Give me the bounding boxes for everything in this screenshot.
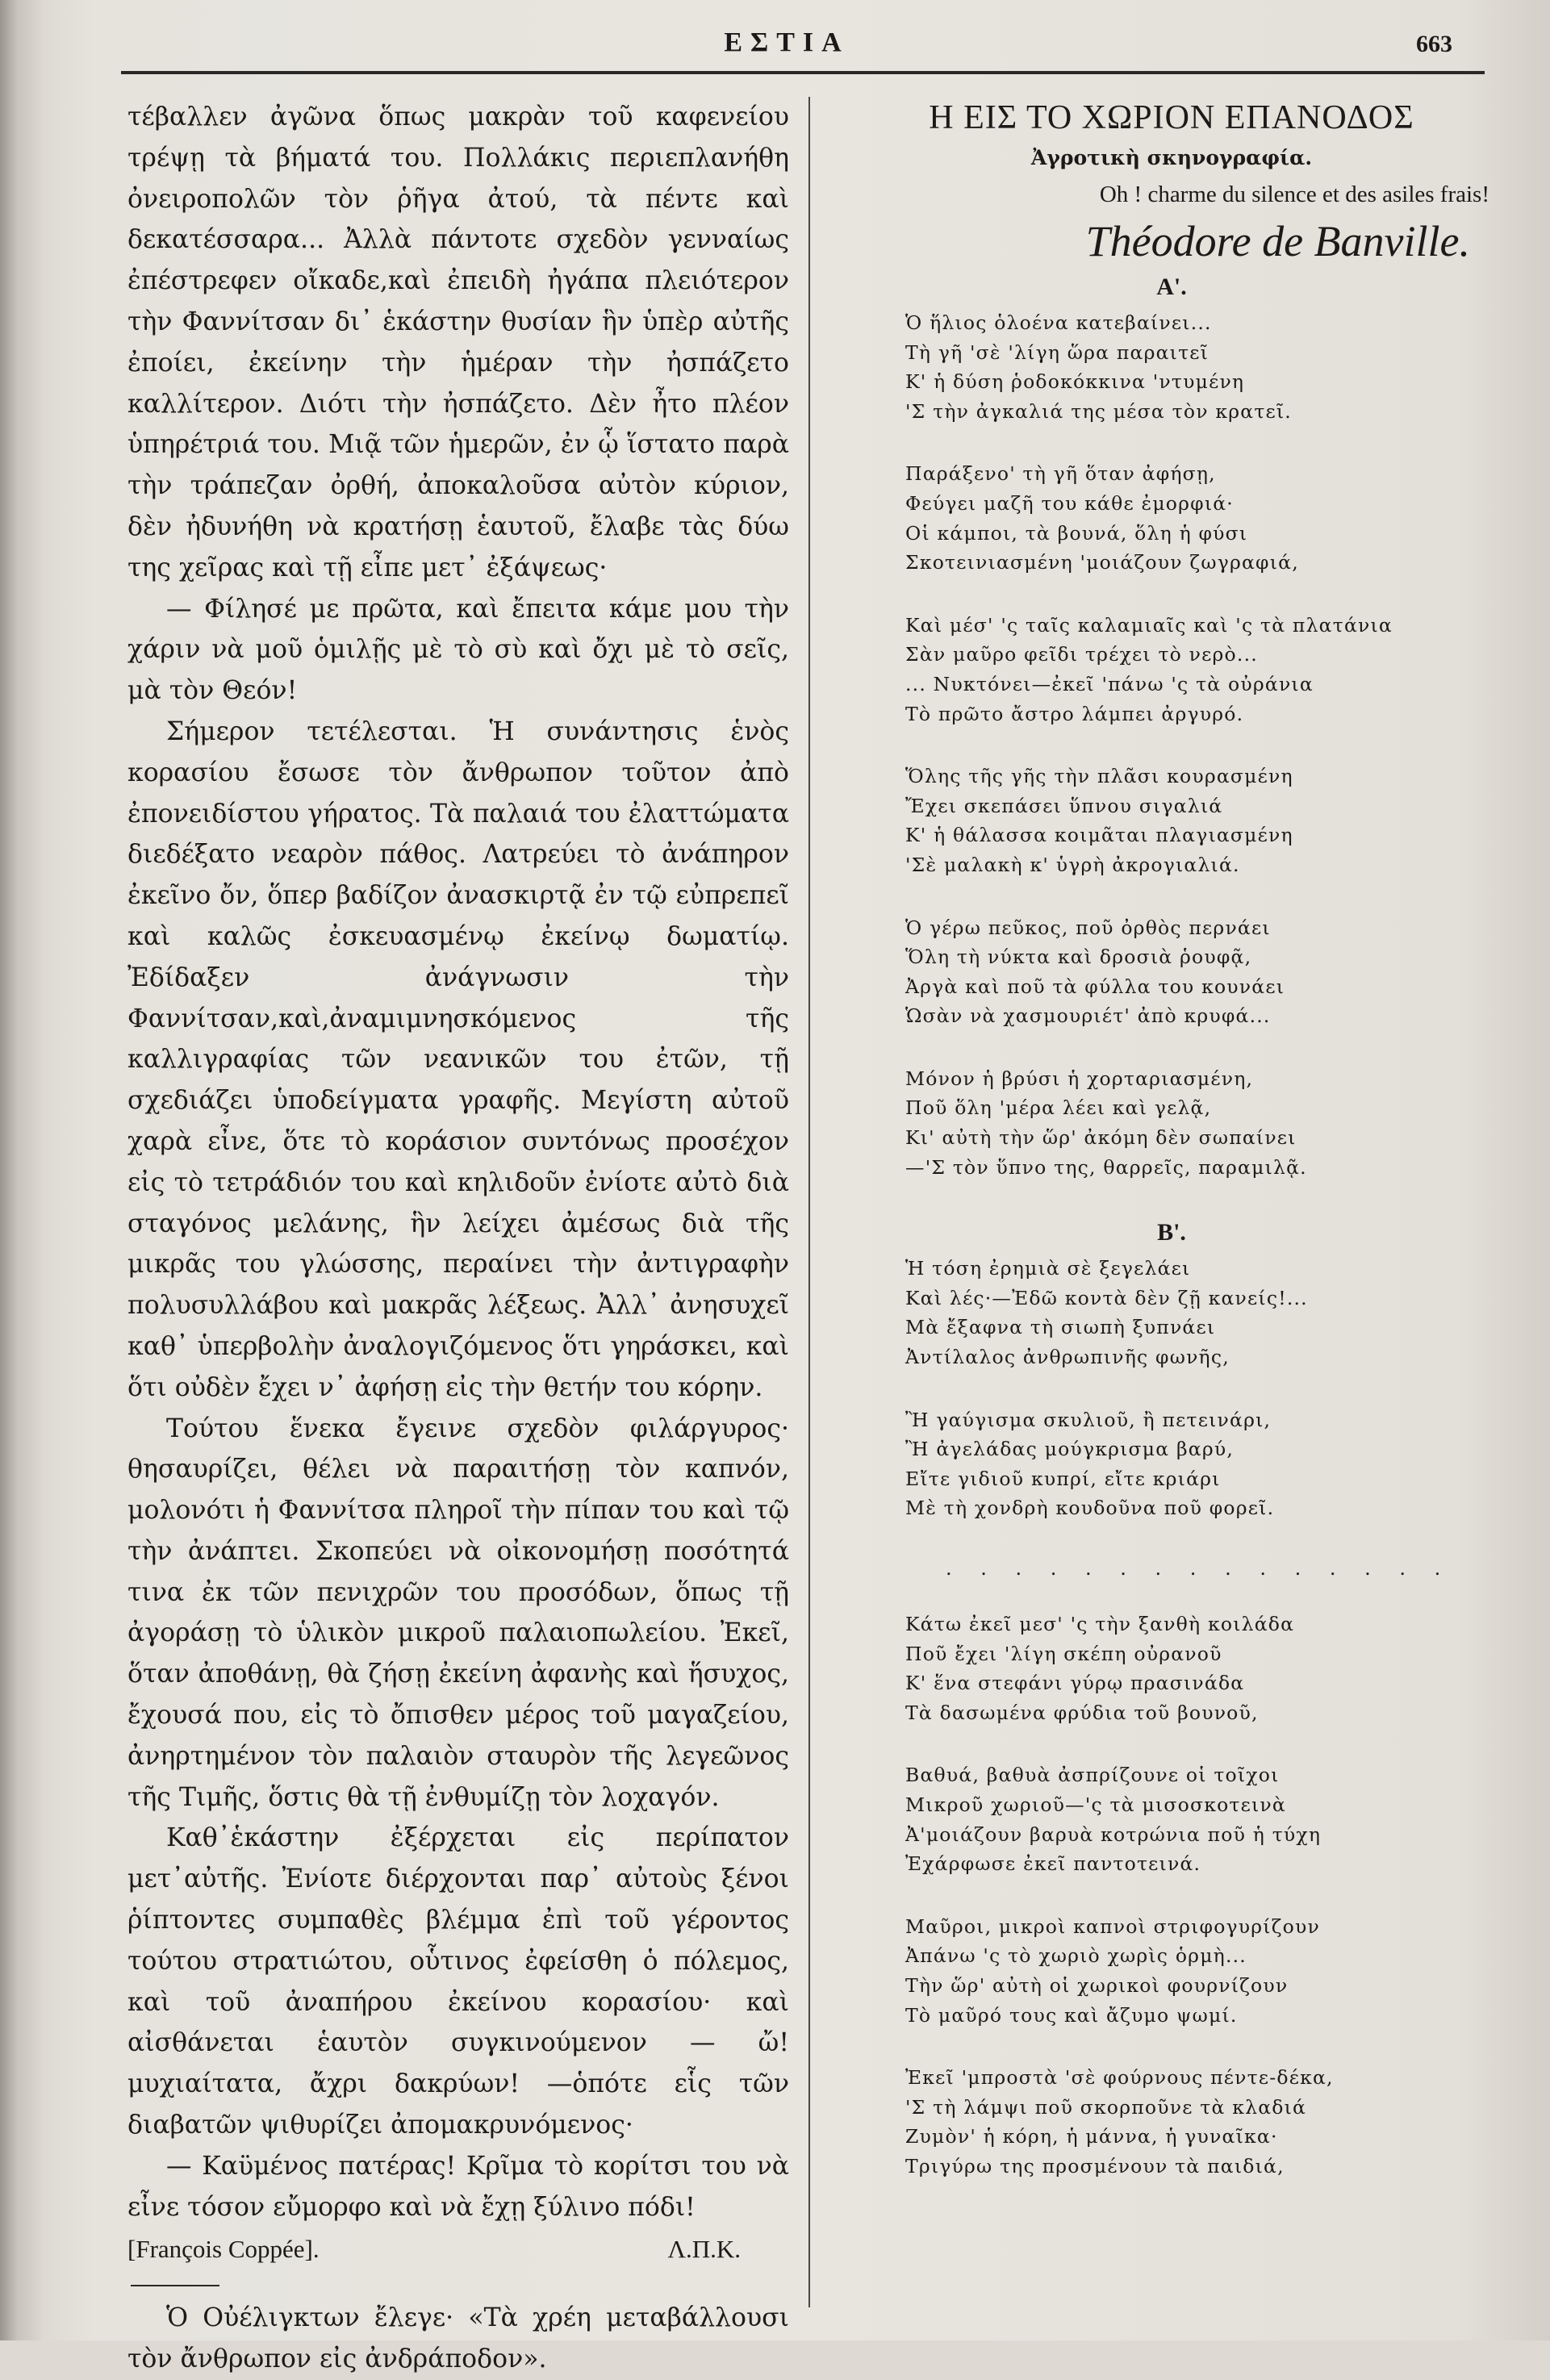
verse-line: Κ' ἡ δύση ῥοδοκόκκινα 'ντυμένη: [905, 370, 1245, 394]
signature-initials: Λ.Π.Κ.: [667, 2235, 741, 2264]
verse-line: Ποῦ ὅλη 'μέρα λέει καὶ γελᾷ,: [905, 1096, 1212, 1120]
verse-line: Μαῦροι, μικροὶ καπνοὶ στριφογυρίζουν: [905, 1914, 1320, 1938]
stanza: [905, 1610, 1494, 1727]
stanza: [905, 913, 1494, 1031]
paragraph-2: — Φίλησέ με πρῶτα, καὶ ἔπειτα κάμε μου τὴν χάριν νὰ μοῦ ὁμιλῇς μὲ τὸ σὺ καὶ ὄχι μὲ τὸ σεῖς, μὰ τὸν Θεόν!: [127, 594, 789, 706]
verse-line: Ὅλης τῆς γῆς τὴν πλᾶσι κουρασμένη: [905, 765, 1293, 788]
verse-line: Ὡσὰν νὰ χασμουριέτ' ἀπὸ κρυφά...: [905, 1004, 1271, 1028]
stanza: [905, 762, 1494, 879]
verse-line: Ὁ ἥλιος ὁλοένα κατεβαίνει...: [905, 311, 1212, 334]
verse-line: 'Σὲ μαλακὴ κ' ὑγρὴ ἀκρογιαλιά.: [905, 853, 1240, 876]
verse-line: Μικροῦ χωριοῦ—'ς τὰ μισοσκοτεινὰ: [905, 1793, 1286, 1816]
verse-line: 'Σ τὴ λάμψι ποῦ σκορποῦνε τὰ κλαδιά: [905, 2095, 1307, 2119]
verse-line: Ἀργὰ καὶ ποῦ τὰ φύλλα του κουνάει: [905, 975, 1285, 998]
stanza: [905, 1064, 1494, 1182]
stanza: [905, 1405, 1494, 1523]
verse-line: 'Σ τὴν ἀγκαλιά της μέσα τὸν κρατεῖ.: [905, 399, 1292, 423]
part-number-a: Α'.: [1156, 273, 1187, 300]
quote-paragraph: Ὁ Οὐέλιγκτων ἔλεγε· «Τὰ χρέη μεταβάλλουσι τὸν ἄνθρωπον εἰς ἀνδράποδον».: [127, 2303, 789, 2374]
paragraph-3: Σήμερον τετέλεσται. Ἡ συνάντησις ἑνὸς κορασίου ἔσωσε τὸν ἄνθρωπον τοῦτον ἀπὸ ἐπονειδίστου γήρατος. Τὰ παλαιά του ἐλαττώματα διεδέξατο νεαρὸν πάθος. Λατρεύει τὸ ἀνάπηρον ἐκεῖνο ὄν, ὅπερ βαδίζον ἀνασκιρτᾷ ἐν τῷ εὐπρεπεῖ καὶ καλῶς ἐσκευασμένῳ ἐκείνῳ δωματίῳ. Ἐδίδαξεν ἀνάγνωσιν τὴν Φαννίτσαν,καὶ,ἀναμιμνησκόμενος τῆς καλλιγραφίας τῶν νεανικῶν του ἐτῶν, τῇ σχεδιάζει ὑποδείγματα γραφῆς. Μεγίστη αὐτοῦ χαρὰ εἶνε, ὅτε τὸ κοράσιον συντόνως προσέχον εἰς τὸ τετράδιόν του καὶ κηλιδοῦν ἐνίοτε αὐτὸ διὰ σταγόνος μελάνης, ἣν λείχει ἀμέσως διὰ τῆς μικρᾶς του γλώσσης, περαίνει τὴν ἀντιγραφὴν πολυσυλλάβου καὶ μακρᾶς λέξεως. Ἀλλ᾽ ἀνησυχεῖ καθ᾽ ὑπερβολὴν ἀναλογιζόμενος ὅτι γηράσκει, καὶ ὅτι οὐδὲν ἔχει ν᾽ ἀφήσῃ εἰς τὴν θετήν του κόρην.: [127, 716, 789, 1402]
verse-line: Ἐχάρφωσε ἐκεῖ παντοτεινά.: [905, 1852, 1201, 1876]
verse-line: Τὴ γῆ 'σὲ 'λίγη ὥρα παραιτεῖ: [905, 340, 1210, 364]
stanza-group-b1: [897, 1254, 1494, 1523]
verse-line: Φεύγει μαζῆ του κάθε ἐμορφιά·: [905, 491, 1234, 515]
paragraph-6: — Καϋμένος πατέρας! Κρῖμα τὸ κορίτσι του νὰ εἶνε τόσον εὔμορφο καὶ νὰ ἔχῃ ξύλινο πόδι!: [127, 2151, 789, 2222]
stanza: [905, 1254, 1494, 1372]
verse-line: Ὁ γέρω πεῦκος, ποῦ ὀρθὸς περνάει: [905, 916, 1271, 939]
header-rule: [121, 71, 1485, 74]
poem-title: Η ΕΙΣ ΤΟ ΧΩΡΙΟΝ ΕΠΑΝΟΔΟΣ: [929, 99, 1414, 136]
verse-line: Ἀντίλαλος ἀνθρωπινῆς φωνῆς,: [905, 1346, 1230, 1369]
verse-line: Τὴν ὥρ' αὐτὴ οἱ χωρικοὶ φουρνίζουν: [905, 1973, 1289, 1997]
verse-line: Κάτω ἐκεῖ μεσ' 'ς τὴν ξανθὴ κοιλάδα: [905, 1613, 1295, 1635]
verse-line: Μὲ τὴ χονδρὴ κουδοῦνα ποῦ φορεῖ.: [905, 1497, 1275, 1520]
verse-line: Τὸ πρῶτο ἄστρο λάμπει ἀργυρό.: [905, 702, 1244, 725]
epigraph: Oh ! charme du silence et des asiles frais!: [1099, 182, 1489, 207]
verse-line: Οἱ κάμποι, τὰ βουνά, ὅλη ἡ φύσι: [905, 521, 1248, 545]
verse-line: Ἀ'μοιάζουν βαρυὰ κοτρώνια ποῦ ἡ τύχη: [905, 1823, 1322, 1846]
epigraph-author: Théodore de Banville.: [1085, 217, 1470, 265]
ellipsis-dots: . . . . . . . . . . . . . . .: [946, 1557, 1452, 1580]
verse-line: Σκοτεινιασμένη 'μοιάζουν ζωγραφιά,: [905, 551, 1299, 574]
running-head: ΕΣΤΙΑ: [724, 27, 850, 57]
page-number: 663: [1416, 31, 1452, 57]
verse-line: Παράξενο' τὴ γῆ ὅταν ἀφήσῃ,: [905, 462, 1216, 486]
verse-line: Βαθυά, βαθυὰ ἀσπρίζουνε οἱ τοῖχοι: [905, 1764, 1280, 1787]
section-rule: [131, 2285, 219, 2286]
poem-subtitle: Ἀγροτικὴ σκηνογραφία.: [1030, 146, 1313, 169]
verse-line: Ἀπάνω 'ς τὸ χωριὸ χωρὶς ὁρμὴ...: [905, 1944, 1247, 1968]
verse-line: Τὸ μαῦρό τους καὶ ἄζυμο ψωμί.: [905, 2003, 1238, 2027]
verse-line: Κ' ἕνα στεφάνι γύρῳ πρασινάδα: [905, 1672, 1245, 1695]
signature-source: [François Coppée].: [127, 2235, 320, 2264]
binding-shadow: [0, 0, 44, 2340]
verse-line: Τριγύρω της προσμένουν τὰ παιδιά,: [905, 2154, 1285, 2177]
verse-line: Μὰ ἔξαφνα τὴ σιωπὴ ξυπνάει: [905, 1316, 1216, 1339]
stanza: [905, 308, 1494, 426]
verse-line: Ἢ γαύγισμα σκυλιοῦ, ἢ πετεινάρι,: [905, 1408, 1272, 1431]
paragraph-1: τέβαλλεν ἀγῶνα ὅπως μακρὰν τοῦ καφενείου τρέψῃ τὰ βήματά του. Πολλάκις περιεπλανήθη ὀνειροπολῶν τὸν ῥῆγα ἀτού, τὰ πέντε καὶ δεκατέσσαρα... Ἀλλὰ πάντοτε σχεδὸν γενναίως ἐπέστρεφεν οἴκαδε,καὶ ἐπειδὴ ἠγάπα πλειότερον τὴν Φαννίτσαν δι᾽ ἑκάστην θυσίαν ἣν ὑπὲρ αὐτῆς ἐποίει, ἐκείνην τὴν ἡμέραν τὴν ἠσπάζετο καλλίτερον. Διότι τὴν ἠσπάζετο. Δὲν ἦτο πλέον ὑπηρέτριά του. Μιᾷ τῶν ἡμερῶν, ἐν ᾧ ἵστατο παρὰ τὴν τράπεζαν ὀρθή, ἀποκαλοῦσα αὐτὸν κύριον, δὲν ἠδυνήθη νὰ κρατήσῃ ἑαυτοῦ, ἔλαβε τὰς δύω της χεῖρας καὶ τῇ εἶπε μετ᾽ ἐξάψεως·: [127, 102, 789, 582]
stanza: [905, 611, 1494, 729]
left-column: [127, 97, 789, 2380]
verse-line: Ποῦ ἔχει 'λίγη σκέπη οὐρανοῦ: [905, 1642, 1222, 1665]
column-divider: [808, 97, 810, 2307]
verse-line: Κι' αὐτὴ τὴν ὥρ' ἀκόμη δὲν σωπαίνει: [905, 1126, 1297, 1150]
stanza: [905, 459, 1494, 577]
signature-line: [127, 2229, 789, 2270]
verse-line: Καὶ λές·—Ἐδῶ κοντὰ δὲν ζῇ κανείς!...: [905, 1286, 1308, 1309]
stanza-group-b2: [897, 1610, 1494, 2182]
stanza: [905, 1912, 1494, 2030]
stanza-group-a: [897, 308, 1494, 1182]
verse-line: Σὰν μαῦρο φεῖδι τρέχει τὸ νερὸ...: [905, 643, 1258, 666]
stanza: [905, 1760, 1494, 1878]
verse-line: Ἡ τόση ἐρημιὰ σὲ ξεγελάει: [905, 1257, 1191, 1280]
paragraph-4: Τούτου ἕνεκα ἔγεινε σχεδὸν φιλάργυρος· θησαυρίζει, θέλει νὰ παραιτήσῃ τὸν καπνόν, μολονότι ἡ Φαννίτσα πληροῖ τὴν πίπαν του καὶ τῷ τὴν ἀνάπτει. Σκοπεύει νὰ οἰκονομήσῃ ποσότητά τινα ἐκ τῶν πενιχρῶν του προσόδων, ὅπως τῇ ἀγοράσῃ τὸ ὑλικὸν μικροῦ παλαιοπωλείου. Ἐκεῖ, ὅταν ἀποθάνῃ, θὰ ζήσῃ ἐκείνη ἀφανὴς καὶ ἥσυχος, ἔχουσά που, εἰς τὸ ὄπισθεν μέρος τοῦ μαγαζείου, ἀνηρτημένον τὸν παλαιὸν σταυρὸν τῆς λεγεῶνος τῆς Τιμῆς, ὅστις θὰ τῇ ἐνθυμίζῃ τὸν λοχαγόν.: [127, 1413, 789, 1812]
part-number-b: Β'.: [1157, 1219, 1186, 1246]
verse-line: ... Νυκτόνει—ἐκεῖ 'πάνω 'ς τὰ οὐράνια: [905, 672, 1314, 695]
stanza: [905, 2063, 1494, 2181]
page-header: [121, 24, 1452, 73]
verse-line: Ἢ ἀγελάδας μούγκρισμα βαρύ,: [905, 1438, 1234, 1461]
verse-line: Ἔχει σκεπάσει ὕπνου σιγαλιά: [905, 794, 1223, 817]
verse-line: Κ' ἡ θάλασσα κοιμᾶται πλαγιασμένη: [905, 824, 1293, 847]
paragraph-5: Καθ᾽ἑκάστην ἐξέρχεται εἰς περίπατον μετ᾽αὐτῆς. Ἐνίοτε διέρχονται παρ᾽ αὐτοὺς ξένοι ῥίπτοντες συμπαθὲς βλέμμα ἐπὶ τοῦ γέροντος τούτου στρατιώτου, οὗτινος ἐφείσθη ὁ πόλεμος, καὶ τοῦ ἀναπήρου ἐκείνου κορασίου· καὶ αἰσθάνεται ἑαυτὸν συγκινούμενον — ὤ! μυχιαίτατα, ἄχρι δακρύων! —ὁπότε εἷς τῶν διαβατῶν ψιθυρίζει ἀπομακρυνόμενος·: [127, 1823, 789, 2140]
verse-line: —'Σ τὸν ὕπνο της, θαρρεῖς, παραμιλᾷ.: [905, 1155, 1307, 1179]
verse-line: Μόνον ἡ βρύσι ἡ χορταριασμένη,: [905, 1067, 1254, 1090]
verse-line: Τὰ δασωμένα φρύδια τοῦ βουνοῦ,: [905, 1701, 1259, 1724]
verse-line: Εἴτε γιδιοῦ κυπρί, εἴτε κριάρι: [905, 1467, 1221, 1490]
right-column: [897, 95, 1494, 2215]
verse-line: Ζυμὸν' ἡ κόρη, ἡ μάννα, ἡ γυναῖκα·: [905, 2125, 1278, 2148]
verse-line: Ὅλη τὴ νύκτα καὶ δροσιὰ ῥουφᾷ,: [905, 946, 1252, 969]
verse-line: Καὶ μέσ' 'ς ταῖς καλαμιαῖς καὶ 'ς τὰ πλατάνια: [905, 613, 1393, 637]
verse-line: Ἐκεῖ 'μπροστὰ 'σὲ φούρνους πέντε-δέκα,: [905, 2066, 1334, 2090]
